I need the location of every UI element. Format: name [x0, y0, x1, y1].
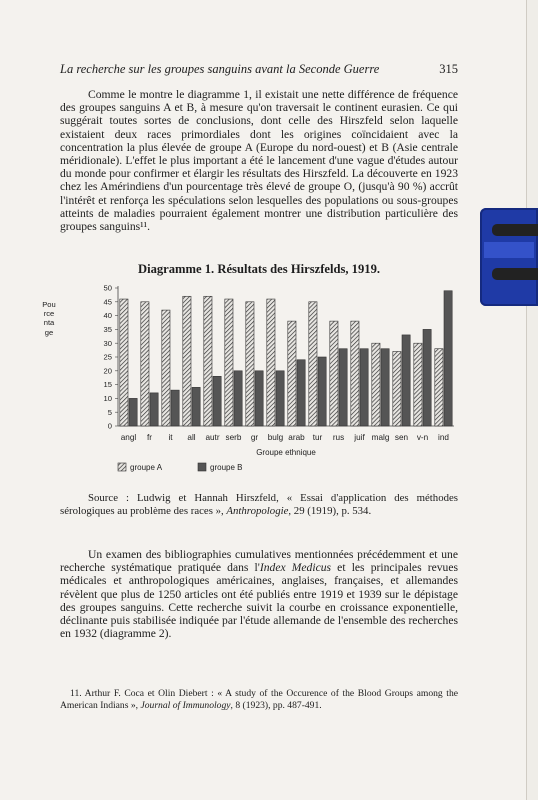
chart-title: Diagramme 1. Résultats des Hirszfelds, 1919. [137, 262, 381, 276]
bar-groupe-b [129, 398, 137, 426]
bar-groupe-a [162, 310, 170, 426]
source-prefix: Source : Ludwig et Hannah Hirszfeld, « Essai d'application des méthodes sérologiques au problème des races », [60, 492, 458, 517]
x-tick-label: all [187, 433, 196, 442]
bar-groupe-a [351, 321, 359, 426]
bar-groupe-b [255, 371, 263, 426]
y-tick-label: 40 [103, 311, 112, 321]
paragraph-1: Comme le montre le diagramme 1, il existait une nette différence de fréquence des groupes sanguins A et B, à mesure qu'on traversait le continent eurasien. Ce qui suggérait toutes sortes de conclusions, dont celle des Hirszfeld selon laquelle existaient deux races primordiales dont les origines coïncidaient avec la concentration la plus élevée de groupe A (Europe du nord-ouest) et B (Asie centrale méridionale). L'effet le plus important a été le lancement d'une vague d'études autour du monde pour confirmer et élargir les résultats des Hirszfeld. La découverte en 1923 chez les Amérindiens d'un pourcentage très élevé de groupe O, (jusqu'à 90 %) accrût l'intérêt et renforça les spéculations selon lesquelles des populations ou sous-groupes atteints de maladies pourraient également montrer une distribution particulière des groupes sanguins¹¹. [60, 88, 458, 234]
y-tick-label: 30 [103, 338, 112, 348]
legend-label: groupe A [130, 463, 163, 472]
bar-groupe-a [246, 302, 254, 426]
binder-clip [480, 208, 538, 306]
x-tick-label: malg [371, 433, 390, 442]
paragraph-2-part-2: et les principales revues médicales et anthropologiques américaines, anglaises, françaises, et allemandes révèlent que plus de 1250 articles ont été publiés entre 1919 et 1939 sur le dépistage des groupes sanguins. Cette recherche suivit la courbe en croissance exponentielle, déclinante puis stabilisée indiquée par l'étude allemande de l'ensemble des recherches en 1932 (diagramme 2). [60, 561, 458, 641]
bar-groupe-b [234, 371, 242, 426]
bar-groupe-b [444, 291, 452, 426]
bar-groupe-a [183, 296, 191, 426]
bar-groupe-b [402, 335, 410, 426]
bar-groupe-a [393, 351, 401, 426]
x-tick-label: fr [146, 433, 153, 442]
y-tick-label: 50 [103, 283, 112, 293]
bar-groupe-a [435, 349, 443, 426]
bar-groupe-a [288, 321, 296, 426]
footnote-journal: Journal of Immunology [140, 700, 231, 711]
x-tick-label: serb [225, 433, 242, 442]
y-tick-label: 45 [103, 297, 112, 307]
legend-swatch [118, 463, 126, 471]
y-tick-label: 5 [107, 407, 112, 417]
bar-chart [40, 280, 470, 484]
x-tick-label: sen [394, 433, 409, 442]
x-tick-label: juif [354, 433, 365, 442]
x-axis-label: Groupe ethnique [256, 448, 316, 457]
y-tick-label: 15 [103, 380, 112, 390]
bar-groupe-b [150, 393, 158, 426]
bar-groupe-a [330, 321, 338, 426]
bar-groupe-b [297, 360, 305, 426]
y-axis-label: Pourcentage [42, 300, 56, 337]
bar-groupe-b [360, 349, 368, 426]
bar-groupe-a [414, 343, 422, 426]
source-suffix: , 29 (1919), p. 534. [288, 505, 372, 517]
bar-groupe-a [225, 299, 233, 426]
x-tick-label: rus [332, 433, 345, 442]
bar-groupe-b [276, 371, 284, 426]
source-journal: Anthropologie [226, 505, 289, 517]
x-tick-label: bulg [267, 433, 284, 442]
bar-groupe-b [423, 329, 431, 426]
running-header [60, 62, 458, 80]
x-tick-label: arab [288, 433, 305, 442]
y-tick-label: 0 [107, 421, 112, 431]
bar-groupe-a [267, 299, 275, 426]
bar-groupe-b [192, 387, 200, 426]
bar-groupe-a [141, 302, 149, 426]
x-tick-label: it [168, 433, 173, 442]
bar-groupe-b [171, 390, 179, 426]
bar-groupe-b [213, 376, 221, 426]
x-tick-label: tur [312, 433, 323, 442]
legend-swatch [198, 463, 206, 471]
x-tick-label: angl [120, 433, 137, 442]
bar-groupe-a [372, 343, 380, 426]
bar-groupe-a [120, 299, 128, 426]
x-tick-label: ind [438, 433, 449, 442]
bar-groupe-b [339, 349, 347, 426]
paragraph-2-part-1: Un examen des bibliographies cumulatives mentionnées précédemment et une recherche systématique pratiquée dans l' [60, 548, 458, 575]
y-tick-label: 25 [103, 352, 112, 362]
page-number: 315 [439, 62, 458, 76]
chart-source [60, 492, 458, 518]
y-tick-label: 10 [103, 394, 112, 403]
footnote-prefix: 11. Arthur F. Coca et Olin Diebert : « A study of the Occurence of the Blood Groups among the American Indians », [60, 688, 458, 711]
bar-groupe-b [318, 357, 326, 426]
x-tick-label: gr [250, 433, 259, 442]
footnote-11 [60, 688, 458, 712]
index-medicus: Index Medicus [259, 561, 332, 575]
footnote-suffix: , 8 (1923), pp. 487-491. [230, 700, 322, 711]
y-tick-label: 35 [103, 325, 112, 334]
bar-groupe-b [381, 349, 389, 426]
paragraph-2 [60, 548, 458, 640]
y-tick-label: 20 [103, 366, 112, 376]
x-tick-label: autr [205, 433, 220, 442]
legend-label: groupe B [210, 463, 243, 472]
x-tick-label: v-n [416, 433, 429, 442]
bar-groupe-a [204, 296, 212, 426]
bar-groupe-a [309, 302, 317, 426]
running-title: La recherche sur les groupes sanguins avant la Seconde Guerre [60, 62, 380, 76]
